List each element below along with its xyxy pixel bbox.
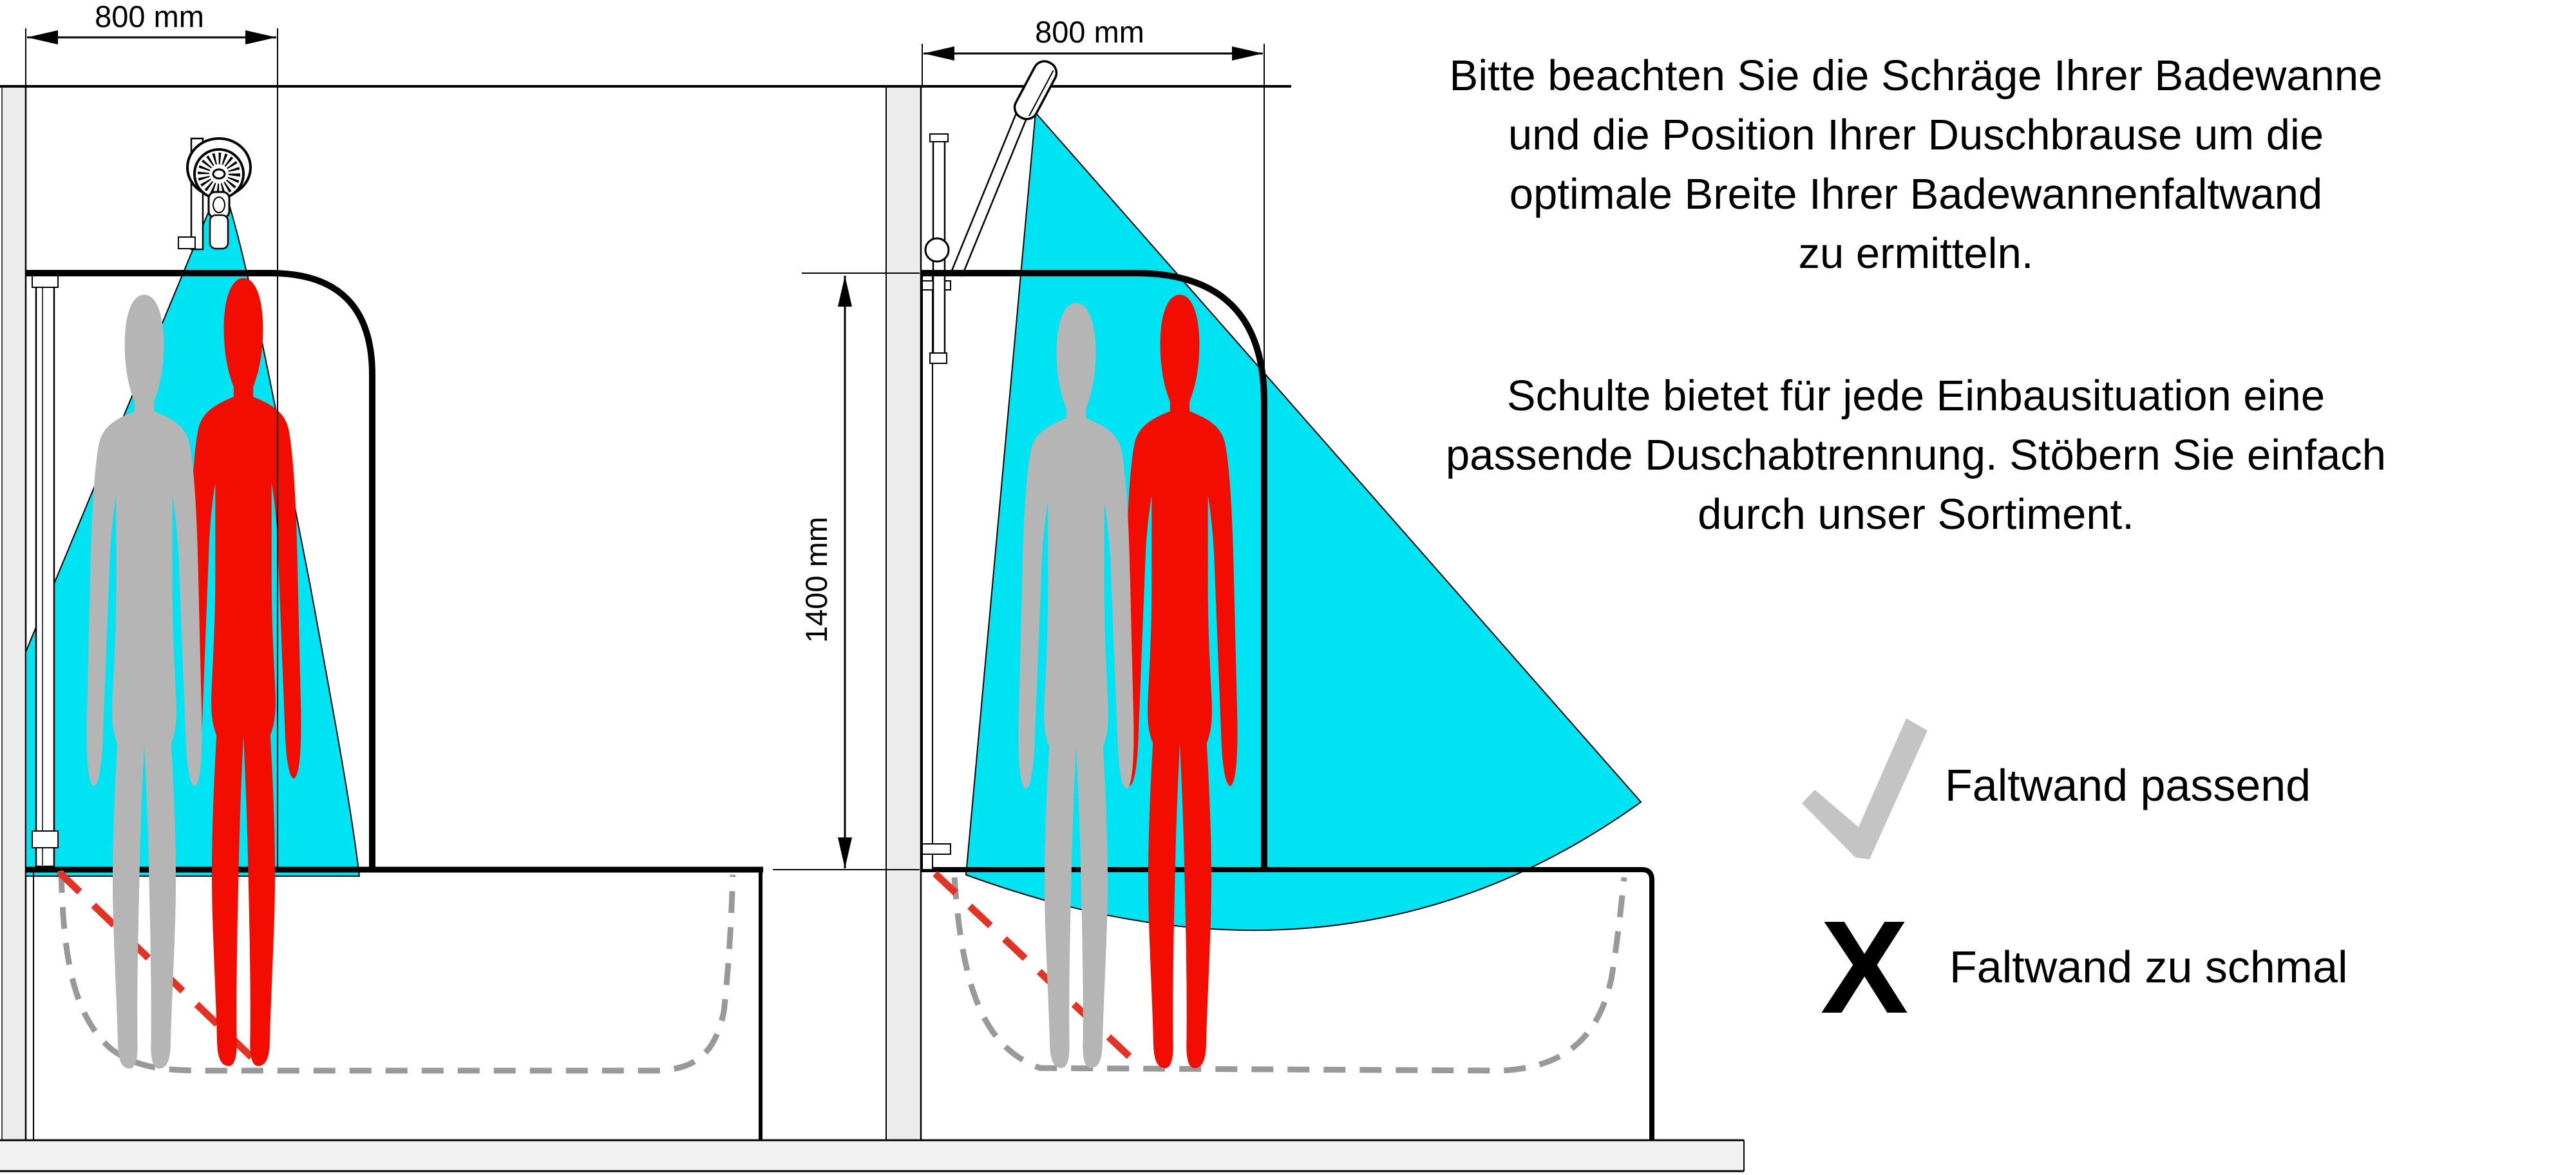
info-paragraph1-line4: zu ermitteln. xyxy=(1798,229,2034,278)
dim-label-right-800: 800 mm xyxy=(1035,15,1144,49)
info-paragraph1-line3: optimale Breite Ihrer Badewannenfaltwand xyxy=(1509,170,2323,218)
shower-left xyxy=(178,139,251,249)
legend-too-narrow-label: Faltwand zu schmal xyxy=(1949,942,2348,992)
middle-wall xyxy=(886,86,921,1140)
arrowhead-left-icon xyxy=(27,30,58,44)
glass-panel-left xyxy=(32,273,58,866)
arrowhead-right-icon xyxy=(1232,46,1263,61)
info-paragraph2-line3: durch unser Sortiment. xyxy=(1698,490,2134,539)
info-paragraph2-line1: Schulte bietet für jede Einbausituation eine xyxy=(1506,372,2325,420)
floor-band xyxy=(0,1142,1744,1170)
info-paragraph2-line2: passende Duschabtrennung. Stöbern Sie einfach xyxy=(1445,431,2387,479)
glass-panel-left-bottom-bracket xyxy=(32,831,58,848)
info-text xyxy=(1446,52,2386,539)
shower-head-right xyxy=(1011,57,1061,123)
shower-pivot-knob-left xyxy=(213,197,225,213)
checkmark-icon xyxy=(1802,718,1927,859)
info-paragraph1-line2: und die Position Ihrer Duschbrause um die xyxy=(1508,111,2324,159)
dim-label-1400: 1400 mm xyxy=(799,517,833,643)
shower-rail-bottom-mount-right xyxy=(930,353,947,363)
legend xyxy=(1802,718,2348,1041)
dim-label-left-800: 800 mm xyxy=(95,0,204,33)
shower-bracket-knob-right xyxy=(925,238,949,262)
arrowhead-up-icon xyxy=(838,276,852,307)
shower-bracket-left xyxy=(178,237,195,249)
left-diagram xyxy=(26,0,763,1140)
arrowhead-left-icon xyxy=(923,46,954,61)
legend-fit-label: Faltwand passend xyxy=(1945,760,2311,810)
x-mark-icon: X xyxy=(1820,893,1909,1041)
glass-panel-right-bottom-bracket xyxy=(922,844,951,854)
arrowhead-right-icon xyxy=(245,30,276,44)
arrowhead-down-icon xyxy=(838,837,852,868)
left-wall xyxy=(2,86,26,1140)
glass-panel-left-frame xyxy=(36,273,54,866)
info-paragraph1-line1: Bitte beachten Sie die Schräge Ihrer Badewanne xyxy=(1449,52,2383,100)
shower-head-center-left xyxy=(213,169,225,178)
shower-grip-left xyxy=(210,215,228,249)
shower-head-capsule-right xyxy=(1011,57,1061,123)
shower-rail-top-mount-right xyxy=(930,134,948,142)
